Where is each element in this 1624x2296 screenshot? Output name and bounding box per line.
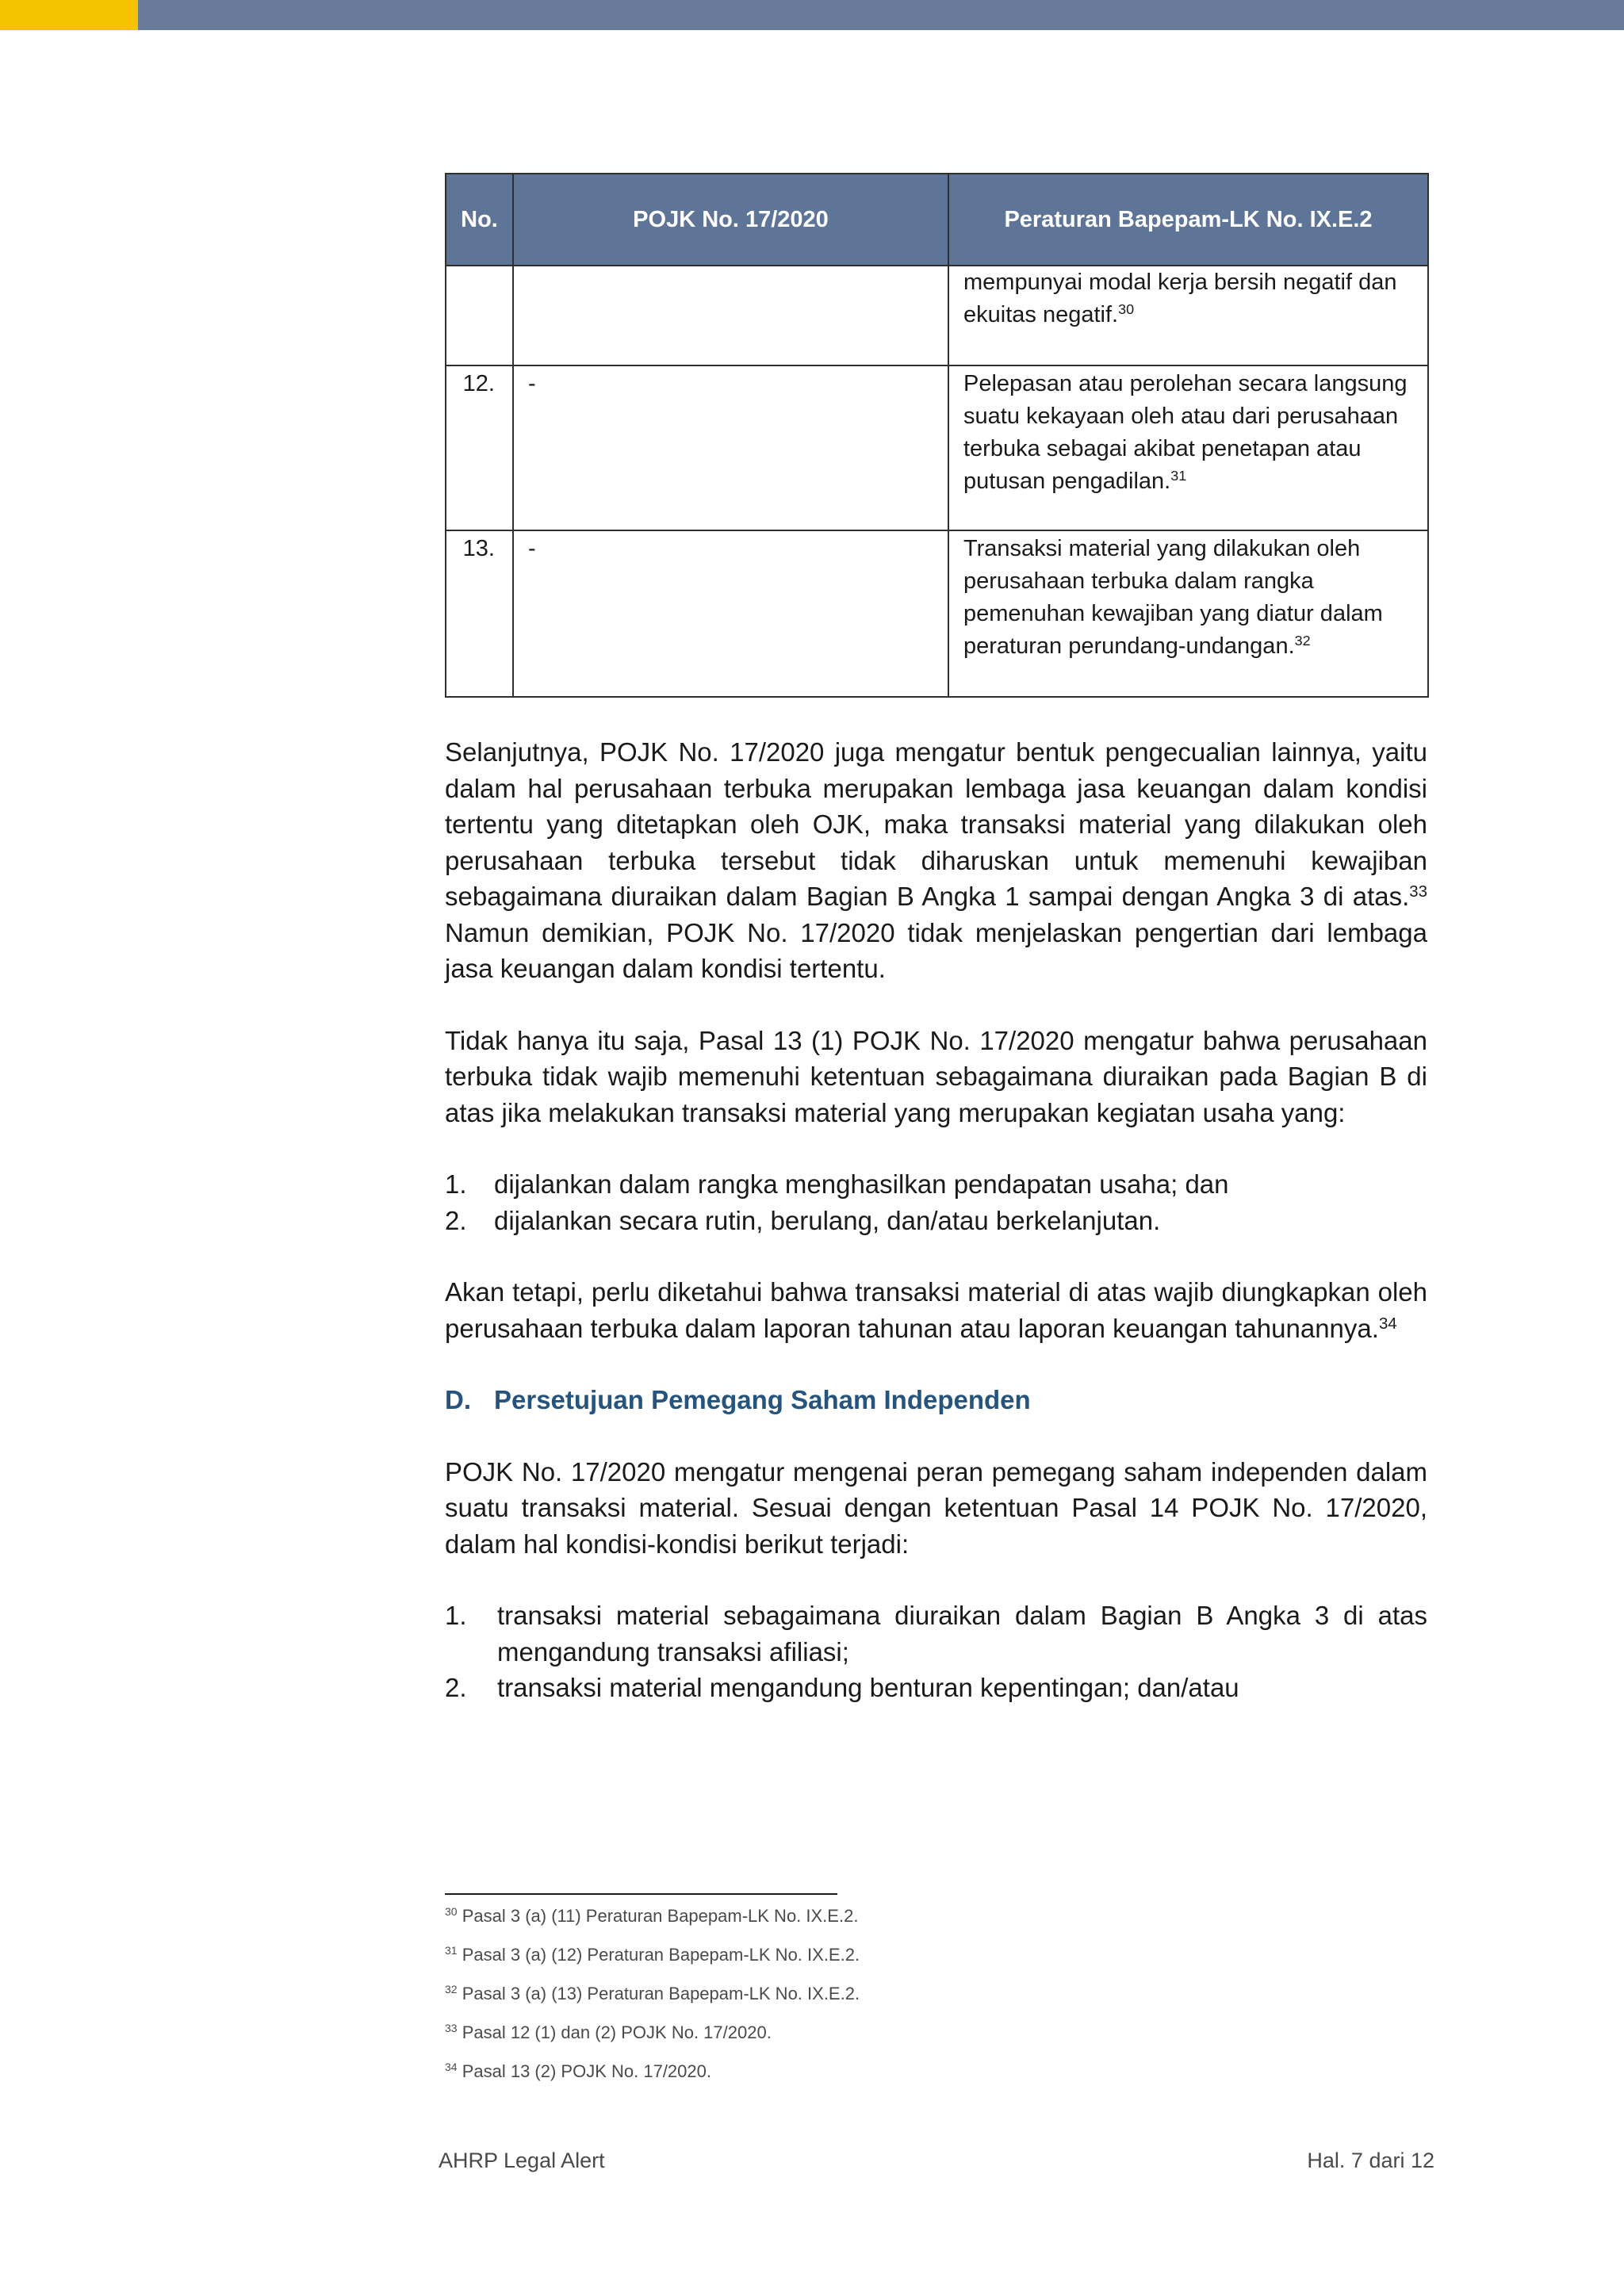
header-bapepam: Peraturan Bapepam-LK No. IX.E.2 — [948, 174, 1428, 266]
footnote-number: 30 — [445, 1905, 458, 1918]
footnote-text: Pasal 3 (a) (11) Peraturan Bapepam-LK No. IX.E.2. — [462, 1906, 859, 1926]
row-bapepam — [948, 530, 1428, 697]
list-number: 1. — [445, 1601, 467, 1630]
footnote-number: 33 — [445, 2022, 458, 2034]
table-header-row — [446, 174, 1428, 266]
footnotes — [445, 1906, 860, 2100]
row-bapepam-text: Pelepasan atau perolehan secara langsung suatu kekayaan oleh atau dari perusahaan terbuka sebagai akibat penetapan atau putusan pengadilan. — [963, 371, 1408, 494]
footnote-ref: 33 — [1409, 882, 1427, 901]
footnote-number: 32 — [445, 1983, 458, 1996]
footer-page-number: Hal. 7 dari 12 — [1307, 2149, 1434, 2172]
row-pojk — [513, 266, 948, 365]
paragraph-pengungkapan — [445, 1274, 1427, 1346]
row-no: 12. — [446, 365, 513, 530]
paragraph-text: Selanjutnya, POJK No. 17/2020 juga mengatur bentuk pengecualian lainnya, yaitu dalam hal perusahaan terbuka merupakan lembaga jasa keuangan dalam kondisi tertentu yang ditetapkan oleh OJK, maka transaksi material yang dilakukan oleh perusahaan terbuka tersebut tidak diharuskan untuk memenuhi kewajiban sebagaimana diuraikan dalam Bagian B Angka 1 sampai dengan Angka 3 di atas. — [445, 737, 1427, 911]
list-item — [445, 1166, 1427, 1203]
list-number: 2. — [445, 1673, 467, 1702]
list-item — [445, 1203, 1427, 1239]
footnote-ref: 31 — [1170, 468, 1187, 484]
row-pojk: - — [513, 365, 948, 530]
header-no: No. — [446, 174, 513, 266]
footnote-text: Pasal 3 (a) (12) Peraturan Bapepam-LK No. IX.E.2. — [462, 1945, 860, 1965]
list-kegiatan-usaha — [445, 1166, 1427, 1238]
footnote-ref: 34 — [1378, 1314, 1397, 1333]
section-letter: D. — [445, 1385, 471, 1414]
paragraph-pasal-13: Tidak hanya itu saja, Pasal 13 (1) POJK No. 17/2020 mengatur bahwa perusahaan terbuka tidak wajib memenuhi ketentuan sebagaimana diuraikan pada Bagian B di atas jika melakukan transaksi material yang merupakan kegiatan usaha yang: — [445, 1025, 1427, 1127]
list-text: dijalankan dalam rangka menghasilkan pendapatan usaha; dan — [494, 1169, 1229, 1199]
footnote-number: 31 — [445, 1944, 458, 1957]
footnote-text: Pasal 13 (2) POJK No. 17/2020. — [462, 2061, 711, 2081]
footnote-item — [445, 1984, 860, 2022]
footnote-ref: 30 — [1118, 301, 1135, 318]
section-heading-d — [445, 1382, 1427, 1418]
footnote-divider — [445, 1893, 837, 1895]
footnote-item — [445, 1906, 860, 1945]
page-content — [445, 173, 1427, 1706]
list-number: 1. — [445, 1169, 467, 1199]
footnote-item — [445, 2061, 860, 2100]
comparison-table — [445, 173, 1429, 698]
row-bapepam-text: Transaksi material yang dilakukan oleh perusahaan terbuka dalam rangka pemenuhan kewajiban yang diatur dalam peraturan perundang-undangan. — [963, 536, 1383, 659]
table-row — [446, 266, 1428, 365]
row-bapepam — [948, 365, 1428, 530]
header-pojk: POJK No. 17/2020 — [513, 174, 948, 266]
paragraph-exception-lembaga — [445, 734, 1427, 987]
footnote-item — [445, 2022, 860, 2061]
list-item — [445, 1598, 1427, 1670]
row-bapepam-text: mempunyai modal kerja bersih negatif dan ekuitas negatif. — [963, 270, 1397, 327]
list-kondisi — [445, 1598, 1427, 1706]
footnote-item — [445, 1945, 860, 1984]
list-text: dijalankan secara rutin, berulang, dan/atau berkelanjutan. — [494, 1205, 1161, 1235]
header-bar — [0, 0, 1624, 30]
footnote-number: 34 — [445, 2061, 458, 2073]
footer-publication: AHRP Legal Alert — [439, 2149, 605, 2172]
table-row — [446, 530, 1428, 697]
footnote-ref: 32 — [1294, 633, 1311, 649]
table-row — [446, 365, 1428, 530]
paragraph-pemegang-saham: POJK No. 17/2020 mengatur mengenai peran pemegang saham independen dalam suatu transaksi material. Sesuai dengan ketentuan Pasal 14 POJK No. 17/2020, dalam hal kondisi-kondisi berikut terjadi: — [445, 1456, 1427, 1559]
footnote-text: Pasal 3 (a) (13) Peraturan Bapepam-LK No. IX.E.2. — [462, 1984, 860, 2003]
list-text: transaksi material mengandung benturan kepentingan; dan/atau — [497, 1673, 1239, 1702]
paragraph-text: Namun demikian, POJK No. 17/2020 tidak menjelaskan pengertian dari lembaga jasa keuangan dalam kondisi tertentu. — [445, 917, 1427, 983]
list-text: transaksi material sebagaimana diuraikan dalam Bagian B Angka 3 di atas mengandung transaksi afiliasi; — [497, 1601, 1427, 1667]
row-pojk: - — [513, 530, 948, 697]
list-number: 2. — [445, 1205, 467, 1235]
footnote-text: Pasal 12 (1) dan (2) POJK No. 17/2020. — [462, 2022, 772, 2042]
list-item — [445, 1670, 1427, 1706]
row-no — [446, 266, 513, 365]
paragraph-text: Akan tetapi, perlu diketahui bahwa transaksi material di atas wajib diungkapkan oleh perusahaan terbuka dalam laporan tahunan atau laporan keuangan tahunannya. — [445, 1277, 1427, 1343]
section-title: Persetujuan Pemegang Saham Independen — [494, 1385, 1031, 1414]
row-bapepam — [948, 266, 1428, 365]
header-accent — [0, 0, 138, 30]
row-no: 13. — [446, 530, 513, 697]
